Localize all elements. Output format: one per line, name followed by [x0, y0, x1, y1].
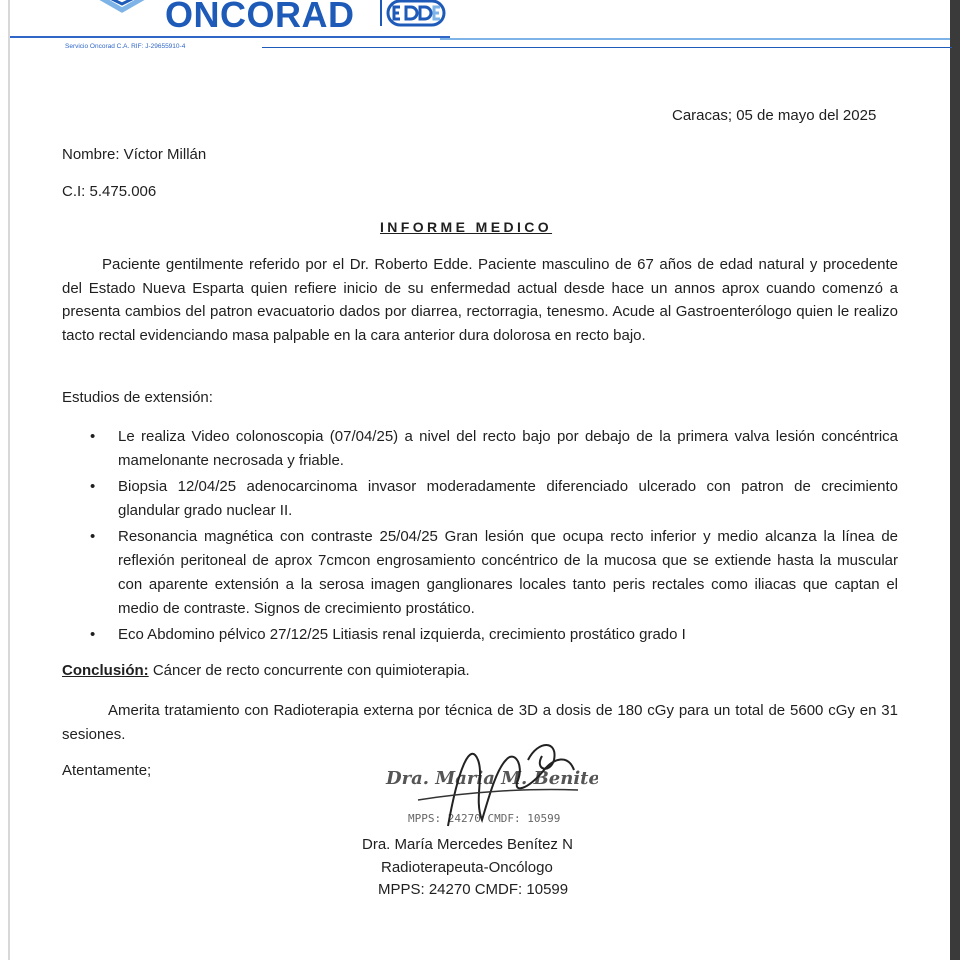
- document-date: Caracas; 05 de mayo del 2025: [672, 107, 877, 124]
- bullet-icon: •: [90, 428, 96, 445]
- letterhead-rule-light: [440, 38, 950, 40]
- bullet-icon: •: [90, 626, 96, 643]
- study-text: Biopsia 12/04/25 adenocarcinoma invasor moderadamente diferenciado ulcerado con patron de crecimiento glandular grado nuclear II.: [118, 478, 898, 519]
- brand-name: ONCORAD: [165, 0, 355, 35]
- letterhead-divider: [262, 47, 952, 48]
- page-edge-right: [950, 0, 960, 960]
- closing-line: Atentamente;: [62, 762, 152, 779]
- bullet-icon: •: [90, 528, 96, 545]
- letterhead-footer: Servicio Oncorad C.A. RIF: J-29655910-4: [65, 43, 186, 50]
- letterhead-rule: [10, 36, 450, 38]
- signatory-registration: MPPS: 24270 CMDF: 10599: [378, 881, 569, 898]
- studies-list: [90, 425, 898, 649]
- list-item: [90, 475, 898, 523]
- patient-name: Nombre: Víctor Millán: [62, 146, 207, 163]
- study-text: Le realiza Video colonoscopia (07/04/25) a nivel del recto bajo por debajo de la primera valva lesión concéntrica mamelonante necrosada y friable.: [118, 428, 898, 469]
- signature-stamp: [378, 730, 598, 844]
- patient-id: C.I: 5.475.006: [62, 183, 157, 200]
- stamp-reg-text: MPPS: 24270 CMDF: 10599: [408, 812, 561, 825]
- study-text: Eco Abdomino pélvico 27/12/25 Litiasis renal izquierda, crecimiento prostático grado I: [118, 626, 686, 643]
- stamp-name-text: Dra. Maria M. Benitez: [386, 768, 598, 789]
- list-item: [90, 623, 898, 647]
- page-edge-left: [8, 0, 10, 960]
- history-paragraph: Paciente gentilmente referido por el Dr. Roberto Edde. Paciente masculino de 67 años de edad natural y procedente del Estado Nueva Esparta quien refiere inicio de su enfermedad actual desde hace un annos aprox cuando comenzó a presenta cambios del patron evacuatorio dados por diarrea, rectorragia, tenesmo. Acude al Gastroenterólogo quien le realizo tacto rectal evidenciando masa palpable en la cara anterior dura dolorosa en recto bajo.: [62, 256, 898, 344]
- brand-separator: [380, 0, 382, 26]
- list-item: [90, 425, 898, 473]
- study-text: Resonancia magnética con contraste 25/04/25 Gran lesión que ocupa recto inferior y medio alcanza la línea de reflexión peritoneal de aprox 7cmcon engrosamiento concéntrico de la mucosa que se extiende hasta la muscular con aparente extensión a la serosa imagen ganglionares locales tanto peris rectales como iliacas que captan el medio de contraste. Signos de crecimiento prostático.: [118, 528, 898, 617]
- list-item: [90, 525, 898, 621]
- signatory-name: Dra. María Mercedes Benítez N: [362, 836, 573, 853]
- edde-logo-icon: [386, 0, 446, 32]
- conclusion: [62, 662, 470, 680]
- bullet-icon: •: [90, 478, 96, 495]
- signatory-title: Radioterapeuta-Oncólogo: [381, 859, 553, 876]
- document-heading: INFORME MEDICO: [380, 219, 553, 235]
- conclusion-text: Cáncer de recto concurrente con quimioterapia.: [148, 662, 470, 679]
- oncorad-logo-icon: [92, 0, 152, 20]
- treatment-paragraph: Amerita tratamiento con Radioterapia externa por técnica de 3D a dosis de 180 cGy para un total de 5600 cGy en 31 sesiones.: [62, 702, 898, 743]
- studies-label: Estudios de extensión:: [62, 389, 213, 406]
- conclusion-label: Conclusión:: [62, 662, 149, 679]
